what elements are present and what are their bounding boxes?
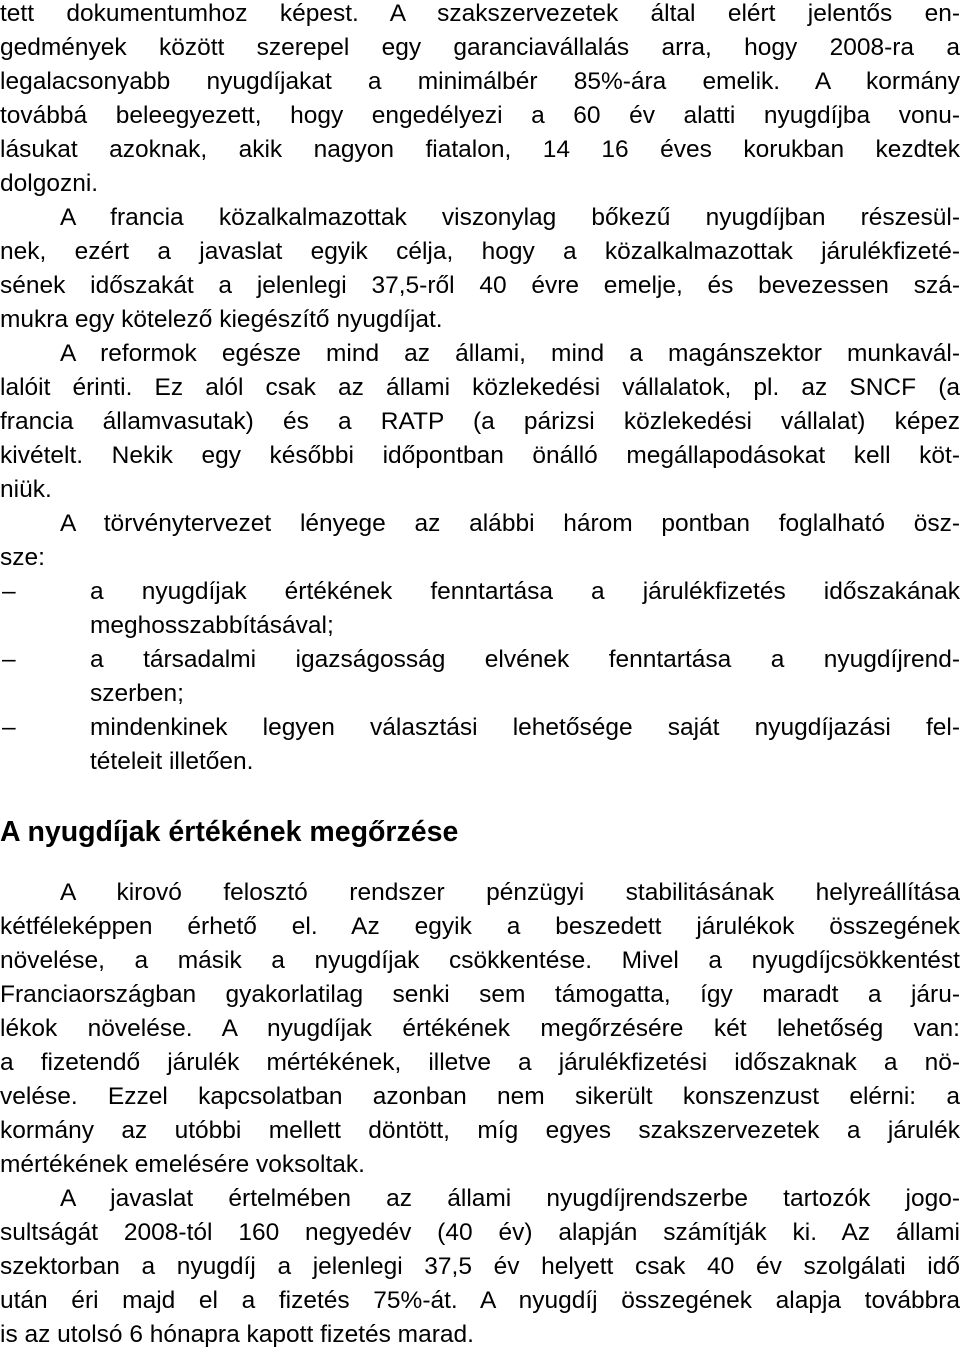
text-line: kormány az utóbbi mellett döntött, míg egyes szakszervezetek a járulék: [0, 1117, 960, 1144]
text-line: velése. Ezzel kapcsolatban azonban nem sikerült konszenzust elérni: a: [0, 1083, 960, 1110]
section-heading: A nyugdíjak értékének megőrzése: [0, 816, 459, 848]
text-line: lékok növelése. A nyugdíjak értékének megőrzésére két lehetőség van:: [0, 1015, 960, 1042]
text-line: lalóit érinti. Ez alól csak az állami közlekedési vállalatok, pl. az SNCF (a: [0, 374, 960, 401]
text-line: a fizetendő járulék mértékének, illetve a járulékfizetési időszaknak a nö-: [0, 1049, 960, 1076]
text-line: után éri majd el a fizetés 75%-át. A nyugdíj összegének alapja továbbra: [0, 1287, 960, 1314]
text-line: kivételt. Nekik egy későbbi időpontban önálló megállapodásokat kell köt-: [0, 442, 960, 469]
text-line: meghosszabbításával;: [90, 612, 334, 639]
text-line: szektorban a nyugdíj a jelenlegi 37,5 év helyett csak 40 év szolgálati idő: [0, 1253, 960, 1280]
text-line: nek, ezért a javaslat egyik célja, hogy a közalkalmazottak járulékfizeté-: [0, 238, 960, 265]
text-line: A francia közalkalmazottak viszonylag bőkezű nyugdíjban részesül-: [60, 204, 960, 231]
text-line: mukra egy kötelező kiegészítő nyugdíjat.: [0, 306, 443, 333]
text-line: mértékének emelésére voksoltak.: [0, 1151, 365, 1178]
text-line: mindenkinek legyen választási lehetősége saját nyugdíjazási fel-: [90, 714, 960, 741]
dash-bullet: –: [2, 714, 16, 741]
text-line: a nyugdíjak értékének fenntartása a járulékfizetés időszakának: [90, 578, 960, 605]
text-line: francia államvasutak) és a RATP (a párizsi közlekedési vállalat) képez: [0, 408, 960, 435]
text-line: dolgozni.: [0, 170, 99, 197]
text-line: A reformok egésze mind az állami, mind a magánszektor munkavál-: [60, 340, 960, 367]
text-line: niük.: [0, 476, 52, 503]
dash-bullet: –: [2, 646, 16, 673]
text-line: A javaslat értelmében az állami nyugdíjrendszerbe tartozók jogo-: [60, 1185, 960, 1212]
text-line: tett dokumentumhoz képest. A szakszervezetek által elért jelentős en-: [0, 0, 960, 27]
text-line: legalacsonyabb nyugdíjakat a minimálbér 85%-ára emelik. A kormány: [0, 68, 960, 95]
text-line: Franciaországban gyakorlatilag senki sem támogatta, így maradt a járu-: [0, 981, 960, 1008]
text-line: sze:: [0, 544, 45, 571]
text-line: A törvénytervezet lényege az alábbi három pontban foglalható ösz-: [60, 510, 960, 537]
text-line: sének időszakát a jelenlegi 37,5-ről 40 évre emelje, és bevezessen szá-: [0, 272, 960, 299]
text-line: kétféleképpen érhető el. Az egyik a beszedett járulékok összegének: [0, 913, 960, 940]
text-line: is az utolsó 6 hónapra kapott fizetés marad.: [0, 1321, 474, 1348]
text-line: szerben;: [90, 680, 184, 707]
text-line: tételeit illetően.: [90, 748, 254, 775]
text-line: továbbá beleegyezett, hogy engedélyezi a 60 év alatti nyugdíjba vonu-: [0, 102, 960, 129]
text-line: növelése, a másik a nyugdíjak csökkentése. Mivel a nyugdíjcsökkentést: [0, 947, 960, 974]
dash-bullet: –: [2, 578, 16, 605]
text-line: gedmények között szerepel egy garanciavállalás arra, hogy 2008-ra a: [0, 34, 960, 61]
text-line: a társadalmi igazságosság elvének fenntartása a nyugdíjrend-: [90, 646, 960, 673]
text-line: lásukat azoknak, akik nagyon fiatalon, 14 16 éves korukban kezdtek: [0, 136, 960, 163]
text-line: A kirovó felosztó rendszer pénzügyi stabilitásának helyreállítása: [60, 879, 960, 906]
text-line: sultságát 2008-tól 160 negyedév (40 év) alapján számítják ki. Az állami: [0, 1219, 960, 1246]
